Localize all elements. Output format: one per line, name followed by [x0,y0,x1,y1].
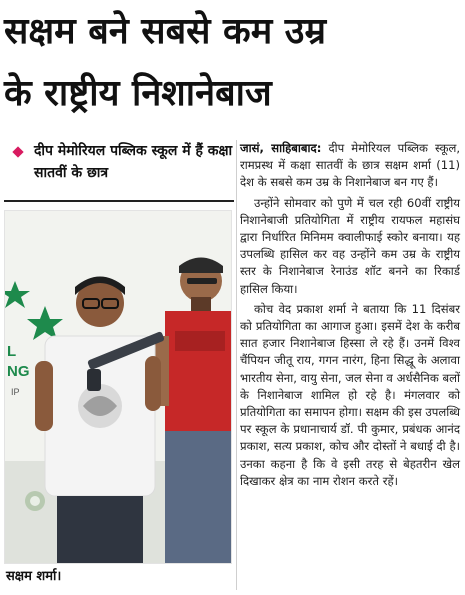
bullet-diamond-icon [12,146,23,157]
banner-letters: L [7,343,17,360]
news-photo [4,210,232,564]
paragraph-1: दीप मेमोरियल पब्लिक स्कूल, रामप्रस्थ में कक्षा सातवीं के छात्र सक्षम शर्मा (11) देश के सबसे कम उम्र के निशानेबाज बन गए हैं। [240,141,461,190]
photo-illustration [5,211,231,563]
column-divider [236,140,237,590]
headline-line-2: के राष्ट्रीय निशानेबाज [4,73,272,114]
highlight-text: दीप मेमोरियल पब्लिक स्कूल में हैं कक्षा सातवीं के छात्र [34,143,233,181]
banner-letters: IP [11,387,20,397]
dateline: जासं, साहिबाबाद: [240,141,322,155]
article-paragraph [240,140,460,192]
banner-letters: NG [7,363,30,380]
headline-line-1: सक्षम बने सबसे कम उम्र [4,11,327,52]
highlight-box [4,140,234,202]
article-body [240,140,460,493]
paragraph-2: उन्होंने सोमवार को पुणे में चल रही 60वीं राष्ट्रीय निशानेबाजी प्रतियोगिता में राष्ट्रीय रायफल महासंघ द्वारा निर्धारित मिनिमम क्वालीफाई स्कोर बनाया। यह उपलब्धि हासिल कर वह उन्होंने कम उम्र के राष्ट्रीय स्तर के निशानेबाज रेनाउंड शॉट बनने का रिकार्ड हासिल किया। [240,195,460,296]
paragraph-3: कोच वेद प्रकाश शर्मा ने बताया कि 11 दिसंबर को प्रतियोगिता का आगाज हुआ। इसमें देश के करीब सात हजार निशानेबाज हिस्सा ले रहे हैं। उनमें विश्व चैंपियन जीतू राय, गगन नारंग, हिना सिद्धू के अलावा भारतीय सेना, वायु सेना, जल सेना व अर्धसैनिक बलों के निशानेबाज शामिल हो रहे है। मंगलवार को प्रतियोगिता का समापन होगा। सक्षम की इस उपलब्धि पर स्कूल के प्रधानाचार्य डॉ. पी कुमार, प्रबंधक आनंद प्रकाश, सत्य प्रकाश, कोच और दोस्तों ने बधाई दी है। उनका कहना है कि वे इसी तरह से बेहतरीन खेल दिखाकर क्षेत्र का नाम रोशन करते रहें। [240,301,460,488]
headline [4,2,462,126]
photo-caption: सक्षम शर्मा। [6,569,62,584]
